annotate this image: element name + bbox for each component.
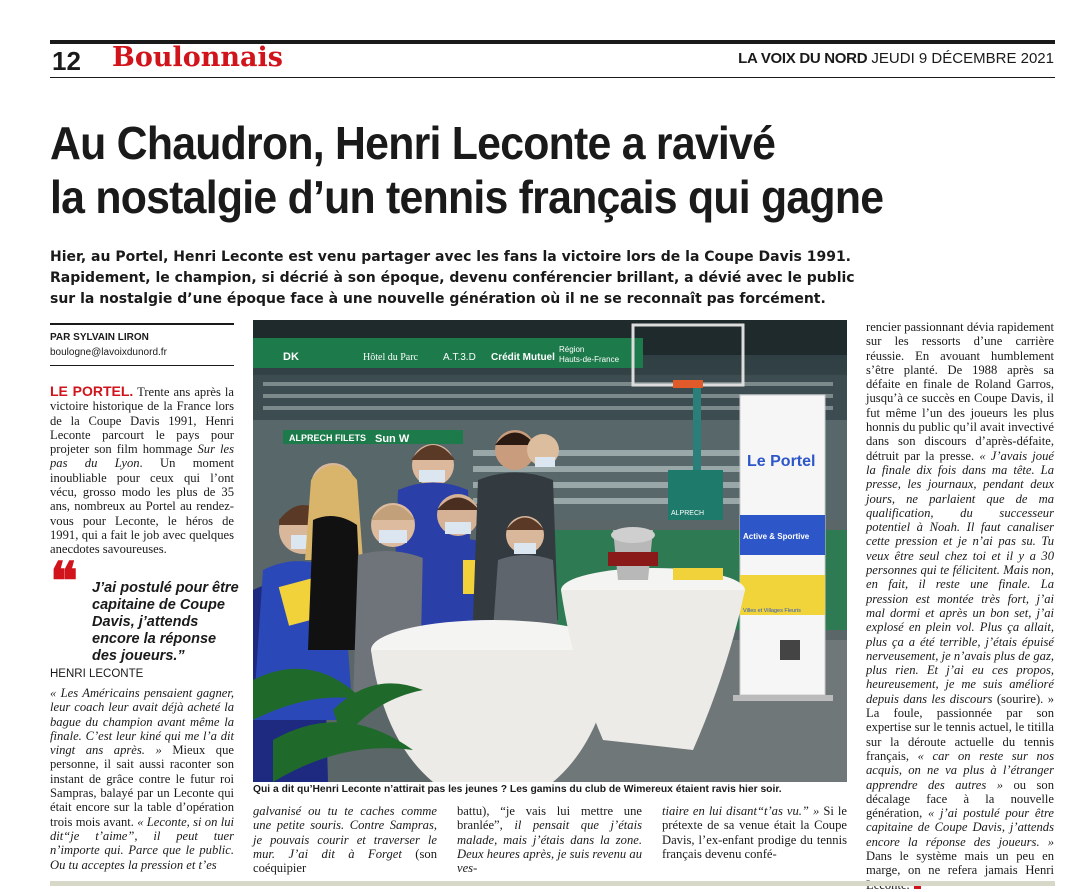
- column-2-italic: galvanisé ou tu te caches comme une petite souris. Contre Sampras, je pouvais courir et traverser le mur. J’ai dit à Forget: [253, 804, 437, 861]
- event-photo: [253, 320, 847, 782]
- column-5-italic-1: « J’avais joué la finale dix fois dans ma tête. La presse, les journaux, pendant deux jours, ne parlaient que de ma qualification, du successeur potentiel à Noah. Il faut canaliser cette pression et je n’ai pas su. Tu veux être seul chez toi et il y a 30 personnes qui te félicitent. Mais non, en fait, il reste une finale. La pression est montée très fort, j’ai mal dormi et après un bon set, j’ai explosé en plein vol. Plus ça allait, plus ça a été terrible, j’étais épuisé nerveusement, je n’avais plus de gaz, plus rien. Et j’ai eu ces propos, heureusement, je me suis amélioré depuis dans les discours: [866, 448, 1054, 706]
- pull-quote-author: HENRI LECONTE: [50, 668, 144, 680]
- photo-caption: Qui a dit qu’Henri Leconte n’attirait pas les jeunes ? Les gamins du club de Wimereux étaient ravis hier soir.: [253, 784, 782, 795]
- standfirst-line-1: Hier, au Portel, Henri Leconte est venu partager avec les fans la victoire lors de la Coupe Davis 1991.: [50, 249, 852, 265]
- column-2: [253, 804, 437, 875]
- sign-region: Région: [559, 345, 585, 354]
- quote-leconte: « Leconte, si on lui dit“je t’aime”, il peut tuer n’importe qui. Parce que le public. Ou tu acceptes la pression et t’es: [50, 814, 234, 872]
- paper-name: LA VOIX DU NORD: [738, 50, 868, 67]
- sign-dk: DK: [283, 351, 299, 363]
- lead-text: Trente ans après la victoire historique de la France lors de la Coupe Davis 1991, Henri Leconte parcourt le pays pour projeter son film hommage: [50, 385, 234, 457]
- photo-illustration: [253, 320, 847, 782]
- column-5-italic-3: « j’ai postulé pour être capitaine de Coupe Davis, j’attends encore la réponse des joueurs. »: [866, 806, 1054, 849]
- column-3: [457, 804, 642, 875]
- column-5: [866, 320, 1054, 892]
- author-email[interactable]: boulogne@lavoixdunord.fr: [50, 347, 167, 358]
- sign-credit-mutuel: Crédit Mutuel: [491, 352, 555, 363]
- column-1-text: Mieux que personne, il sait aussi raconter son instant de grâce contre le futur roi Sampras, balayé par un Leconte qui était encore sur la table d’opération trois mois avant.: [50, 743, 234, 829]
- sign-alprech: ALPRECH FILETS: [289, 433, 367, 443]
- column-5-text-2: (sourire). » La foule, passionnée par son expertise sur le tennis actuel, le titilla sur la déroute actuelle du tennis français,: [866, 691, 1054, 763]
- column-4-text: Si le prétexte de sa venue était la Coupe Davis, l’ex-enfant prodige du tennis français devenu confé-: [662, 804, 847, 861]
- issue-date: JEUDI 9 DÉCEMBRE 2021: [871, 50, 1054, 67]
- standfirst-line-3: sur la nostalgie d’une époque face à une nouvelle génération où il ne se reconnaît pas forcément.: [50, 291, 826, 307]
- headline-line-2: la nostalgie d’un tennis français qui gagne: [50, 171, 884, 223]
- bottom-bar: [50, 881, 1055, 886]
- quote-mark-icon: ❝: [50, 551, 78, 612]
- quote-close: ”: [177, 648, 185, 664]
- column-5-text-4: Dans le système mais un peu en marge, on ne refera jamais Henri: [866, 848, 1054, 878]
- sign-hotel: Hôtel du Parc: [363, 352, 418, 363]
- header-rule: [50, 77, 1055, 78]
- column-2-text: (son coéquipier: [253, 846, 437, 876]
- column-3-italic: il pensait que j’étais malade, mais j’étais dans la zone. Deux heures après, je suis revenu au ves-: [457, 818, 642, 876]
- headline-line-1: Au Chaudron, Henri Leconte a ravivé: [50, 117, 776, 169]
- column-1-lead: [50, 384, 234, 557]
- column-4-italic: tiaire en lui disant“t’as vu.” »: [662, 804, 820, 818]
- dateline: LE PORTEL.: [50, 383, 134, 399]
- banner-le-portel: Le Portel: [747, 453, 816, 470]
- column-3-text: battu), “je vais lui mettre une branlée”,: [457, 804, 642, 833]
- sign-sunw: Sun W: [375, 433, 410, 445]
- page-number: 12: [52, 46, 81, 76]
- quote-americans: « Les Américains pensaient gagner, leur coach leur avait déjà acheté la bague du champion avant même la finale. C’est leur kiné qui me l’a dit vingt ans après. »: [50, 686, 234, 758]
- headline: [50, 116, 989, 224]
- column-5-text-3: ou son décalage face à la nouvelle génération,: [866, 777, 1054, 821]
- standfirst: [50, 247, 855, 310]
- column-1-body: [50, 686, 234, 872]
- column-5-text-1: rencier passionnant dévia rapidement sur les ressorts d’une carrière réussie. En avouant humblement s’être planté. De 1988 après sa défaite en finale de Roland Garros, jusqu’à ce succès en Coupe Davis, il fut même l’un des joueurs les plus honnis du public qu’il avait invectivé dans son discours d’après-défaite, détruit par la presse.: [866, 320, 1054, 463]
- sign-atd: A.T.3.D: [443, 352, 476, 363]
- column-5-italic-2: « car on reste sur nos acquis, on ne va plus à l’étranger apprendre des autres »: [866, 748, 1054, 792]
- masthead: [738, 50, 1054, 67]
- pull-quote-text: J’ai postulé pour être capitaine de Coupe Davis, j’attends encore la réponse des joueurs.: [92, 580, 239, 664]
- byline: PAR SYLVAIN LIRON: [50, 332, 149, 343]
- byline-top-rule: [50, 323, 234, 325]
- pull-quote: [50, 551, 240, 665]
- standfirst-line-2: Rapidement, le champion, si décrié à son époque, devenu conférencier brillant, a dévié avec le public: [50, 270, 855, 286]
- column-4: [662, 804, 847, 861]
- section-title: Boulonnais: [112, 42, 283, 73]
- banner-fleuris: Villes et Villages Fleuris: [743, 608, 801, 614]
- banner-active: Active & Sportive: [743, 532, 810, 541]
- sign-alprech-post: ALPRECH: [671, 510, 705, 517]
- film-title: Sur les pas du Lyon: [50, 442, 234, 471]
- byline-rule: [50, 365, 234, 366]
- sign-hdf: Hauts-de-France: [559, 355, 620, 364]
- lead-text-end: . Un moment inoubliable pour ceux qui l’ont vécu, grosso modo les plus de 35 ans, nombreux au Portel au rendez-vous pour Leconte, le héros de 1991, qui a fait le job avec quelques anecdotes savoureuses.: [50, 456, 234, 557]
